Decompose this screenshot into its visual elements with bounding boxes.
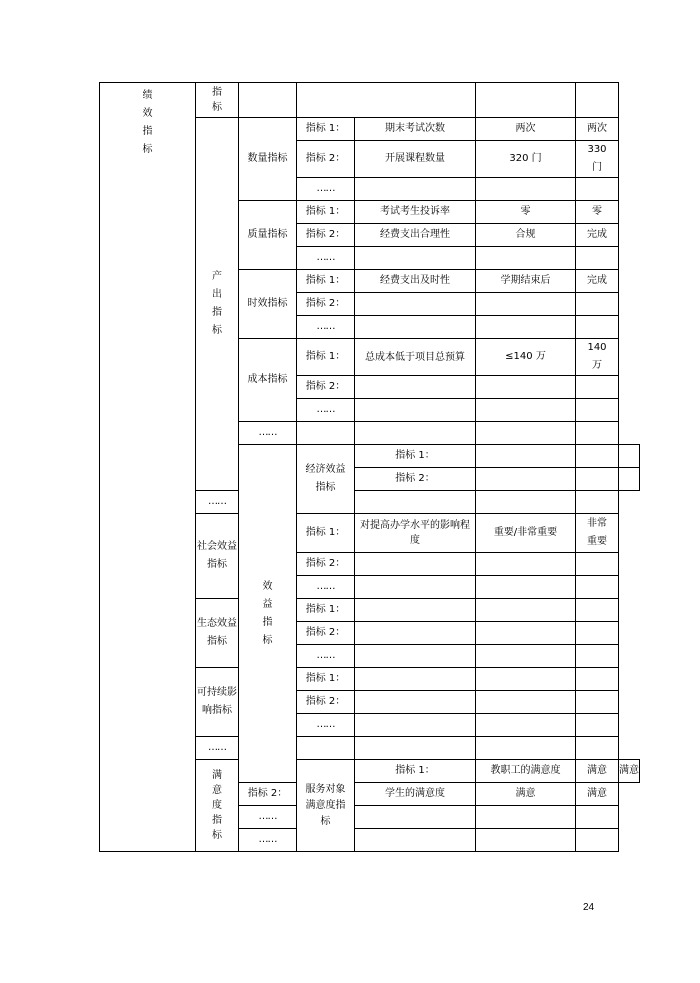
indicator-name-cell [476,445,576,468]
index-cell-ellipsis: …… [297,247,355,270]
actual-value-cell [576,806,619,829]
index-cell: 指标 2： [297,691,355,714]
ecological-benefit-cell [196,599,239,668]
table-row [100,83,640,118]
category-cell [100,83,196,852]
index-cell: 指标 2： [297,141,355,178]
index-cell: 指标 2： [297,553,355,576]
index-cell: 指标 1： [297,201,355,224]
level3-header-cell [297,83,476,118]
index-cell: 指标 2： [297,376,355,399]
indicator-name-cell [355,553,476,576]
index-cell-ellipsis: …… [297,399,355,422]
actual-value-cell [576,829,619,852]
indicator-name-cell [476,468,576,491]
actual-value-cell [576,514,619,553]
target-value-cell [576,445,619,468]
indicator-name-text: 总成本低于项目总预算 [365,351,465,363]
indicator-name-cell [355,316,476,339]
actual-value-cell [576,141,619,178]
target-value-cell: 合规 [476,224,576,247]
social-benefit-label: 社会效益指标 [197,541,237,570]
target-value-cell [476,316,576,339]
target-value-cell [476,645,576,668]
indicator-name-cell [355,491,476,514]
ecological-benefit-label: 生态效益指标 [197,618,237,647]
actual-value-cell [619,445,640,468]
actual-value-cell: 零 [576,201,619,224]
index-cell: 指标 2： [297,224,355,247]
sustainable-impact-cell [196,668,239,737]
indicator-name-cell: 经费支出合理性 [355,224,476,247]
benefit-indicator-label: 效益指标 [262,580,273,646]
target-value-cell [476,691,576,714]
actual-value-cell: 两次 [576,118,619,141]
indicator-name-cell [355,339,476,376]
indicator-name-cell [355,399,476,422]
actual-value-cell [619,468,640,491]
index-cell: 指标 2： [297,622,355,645]
service-satisfaction-label: 服务对象满意度指标 [305,783,346,827]
quantity-indicator-label: 数量指标 [247,153,288,164]
index-cell: 指标 1： [297,118,355,141]
actual-value-cell: 完成 [576,270,619,293]
index-cell-ellipsis: …… [196,491,239,514]
indicator-name-text: 对提高办学水平的影响程度 [360,520,470,546]
index-cell-ellipsis: …… [297,316,355,339]
indicator-name-cell [355,714,476,737]
level1-header-cell [196,83,239,118]
level2-ellipsis-cell: …… [196,737,239,760]
index-cell: 指标 2： [239,783,297,806]
index-cell: 指标 1： [297,270,355,293]
quality-indicator-label: 质量指标 [247,229,288,240]
index-cell: 指标 1： [297,339,355,376]
target-value-cell: 学期结束后 [476,270,576,293]
satisfaction-indicator-cell [196,760,239,852]
target-value-cell [476,399,576,422]
target-value-cell [476,714,576,737]
target-value-cell [476,622,576,645]
indicator-name-cell: 开展课程数量 [355,141,476,178]
actual-value-text: 非常重要 [587,518,607,547]
service-satisfaction-cell [297,760,355,852]
index-cell-ellipsis: …… [239,829,297,852]
cost-indicator-label: 成本指标 [247,374,288,385]
index-cell: 指标 1： [355,445,476,468]
target-value-cell: 满意 [576,760,619,783]
indicator-name-cell [355,668,476,691]
target-value-cell [476,737,576,760]
target-value-cell: 两次 [476,118,576,141]
quality-indicator-cell [239,201,297,270]
target-value-cell [476,553,576,576]
actual-value-cell [576,691,619,714]
actual-value-cell [576,376,619,399]
performance-indicator-table [99,82,640,852]
target-value-cell [476,376,576,399]
target-value-cell: 满意 [476,783,576,806]
target-value-cell [576,468,619,491]
target-value-cell [476,178,576,201]
actual-value-cell [576,247,619,270]
indicator-name-cell [355,514,476,553]
quantity-indicator-cell [239,118,297,201]
actual-value-cell [576,599,619,622]
actual-value-cell [576,178,619,201]
actual-value-cell [576,576,619,599]
index-cell-ellipsis: …… [297,714,355,737]
index-cell-ellipsis: …… [297,178,355,201]
target-value-cell [476,293,576,316]
index-cell: 指标 1： [297,514,355,553]
index-cell: 指标 2： [355,468,476,491]
indicator-name-cell: 期末考试次数 [355,118,476,141]
indicator-name-cell [355,178,476,201]
index-cell: 指标 2： [297,293,355,316]
actual-value-cell [576,645,619,668]
target-value-cell [476,422,576,445]
index-cell: 指标 1： [297,668,355,691]
indicator-name-cell [355,806,476,829]
indicator-name-cell [355,599,476,622]
timeliness-indicator-label: 时效指标 [247,298,288,309]
indicator-name-cell: 考试考生投诉率 [355,201,476,224]
indicator-name-cell [355,247,476,270]
indicator-name-cell [355,422,476,445]
page-number: 24 [583,902,595,913]
actual-value-cell [576,339,619,376]
target-value-cell: 重要/非常重要 [476,514,576,553]
timeliness-indicator-cell [239,270,297,339]
indicator-name-cell [355,293,476,316]
index-cell-ellipsis: …… [297,645,355,668]
actual-value-cell: 满意 [576,783,619,806]
target-value-cell [476,806,576,829]
target-value-cell: ≤140 万 [476,339,576,376]
actual-value-cell [576,399,619,422]
actual-value-cell: 满意 [619,760,640,783]
index-cell [297,737,355,760]
level2-header-cell [239,83,297,118]
level2-ellipsis-cell: …… [239,422,297,445]
category-label: 绩效指标 [142,90,153,155]
actual-value-cell [576,668,619,691]
indicator-name-cell [355,622,476,645]
benefit-indicator-cell [239,445,297,783]
economic-benefit-cell [297,445,355,514]
actual-header-cell [576,83,619,118]
cost-indicator-cell [239,339,297,422]
target-value-cell [476,668,576,691]
sustainable-impact-label: 可持续影响指标 [197,687,237,716]
output-indicator-label: 产出指标 [212,271,222,336]
social-benefit-cell [196,514,239,599]
target-value-cell [476,491,576,514]
indicator-name-cell: 学生的满意度 [355,783,476,806]
indicator-name-cell [355,576,476,599]
index-cell: 指标 1： [355,760,476,783]
indicator-name-cell: 教职工的满意度 [476,760,576,783]
target-value-cell: 零 [476,201,576,224]
actual-value-cell [576,293,619,316]
output-indicator-cell [196,118,239,491]
actual-value-cell [576,316,619,339]
target-value-cell [476,247,576,270]
level1-header-label: 指标 [212,87,222,113]
indicator-name-cell [355,691,476,714]
indicator-name-cell [355,737,476,760]
actual-value-cell [576,714,619,737]
index-cell: 指标 1： [297,599,355,622]
indicator-name-cell: 经费支出及时性 [355,270,476,293]
indicator-name-cell [355,829,476,852]
satisfaction-indicator-label: 满意度指标 [212,770,222,841]
economic-benefit-label: 经济效益指标 [305,464,346,493]
target-value-cell [476,599,576,622]
actual-value-cell [576,553,619,576]
actual-value-cell [576,422,619,445]
actual-value-cell [576,622,619,645]
actual-value-text: 330 门 [587,144,607,173]
actual-value-text: 140 万 [587,342,607,371]
actual-value-cell [576,737,619,760]
index-cell-ellipsis: …… [239,806,297,829]
index-cell-ellipsis: …… [297,576,355,599]
indicator-name-cell [355,376,476,399]
actual-value-cell: 完成 [576,224,619,247]
indicator-name-cell [355,645,476,668]
target-value-cell: 320 门 [476,141,576,178]
target-header-cell [476,83,576,118]
index-cell [297,422,355,445]
target-value-cell [476,576,576,599]
target-value-cell [476,829,576,852]
actual-value-cell [576,491,619,514]
